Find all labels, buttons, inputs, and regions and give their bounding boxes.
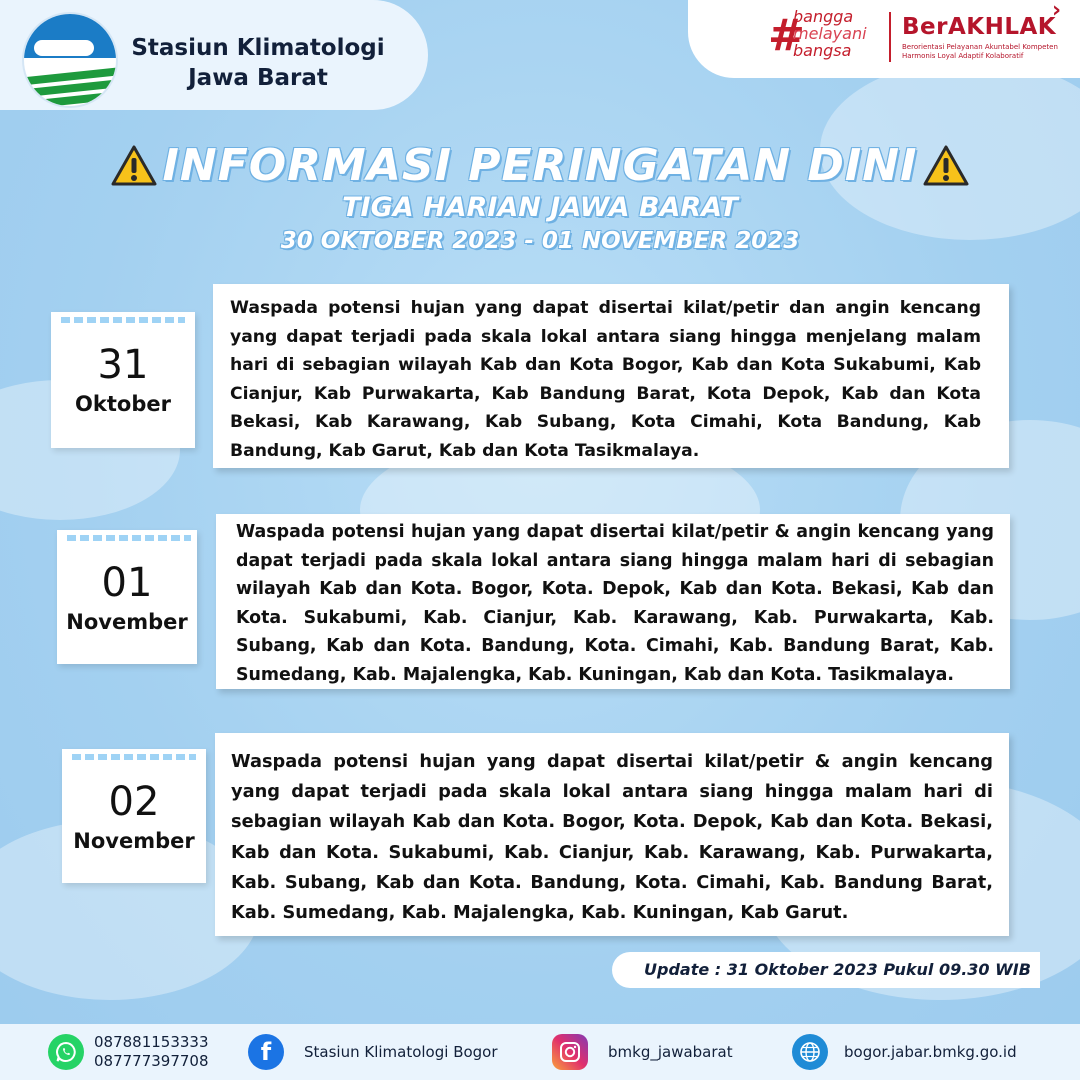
website-url: bogor.jabar.bmkg.go.id xyxy=(844,1042,1017,1061)
page-title: INFORMASI PERINGATAN DINI xyxy=(162,140,918,191)
station-name-line2: Jawa Barat xyxy=(188,65,328,91)
update-timestamp: Update : 31 Oktober 2023 Pukul 09.30 WIB xyxy=(612,952,1040,988)
instagram-icon xyxy=(552,1034,588,1070)
brand-divider xyxy=(889,12,891,62)
calendar-rings xyxy=(67,535,191,541)
warning-text-box xyxy=(215,733,1009,936)
warning-text: Waspada potensi hujan yang dapat disertai kilat/petir & angin kencang yang dapat terjadi pada skala lokal antara siang hingga malam hari di sebagian wilayah Kab dan Kota. Bogor, Kota. Depok, Kab dan Kota. Bekasi, Kab dan Kota. Sukabumi, Kab. Cianjur, Kab. Karawang, Kab. Purwakarta, Kab. Subang, Kab dan Kota. Bandung, Kota. Cimahi, Kab. Bandung Barat, Kab. Sumedang, Kab. Majalengka, Kab. Kuningan, Kab dan Kota. Tasikmalaya. xyxy=(236,522,994,685)
facebook-account: Stasiun Klimatologi Bogor xyxy=(304,1042,498,1061)
bangga-melayani-hash: # xyxy=(768,10,805,61)
calendar-rings xyxy=(72,754,196,760)
warning-text: Waspada potensi hujan yang dapat disertai kilat/petir & angin kencang yang dapat terjadi pada skala lokal antara siang hingga malam hari di sebagian wilayah Kab dan Kota. Bogor, Kota. Depok, Kab dan Kota. Bekasi, Kab dan Kota. Sukabumi, Kab. Cianjur, Kab. Karawang, Kab. Purwakarta, Kab. Subang, Kab dan Kota. Bandung, Kota. Cimahi, Kab. Bandung Barat, Kab. Sumedang, Kab. Majalengka, Kab. Kuningan, Kab Garut. xyxy=(231,751,993,924)
page-subtitle: TIGA HARIAN JAWA BARAT xyxy=(342,192,738,223)
chevron-right-icon: › xyxy=(1052,0,1062,23)
warning-text-box xyxy=(216,514,1010,689)
warning-text: Waspada potensi hujan yang dapat disertai kilat/petir dan angin kencang yang dapat terjadi pada skala lokal antara siang hingga menjelang malam hari di sebagian wilayah Kab dan Kota Bogor, Kab dan Kota Sukabumi, Kab Cianjur, Kab Purwakarta, Kab Bandung Barat, Kota Depok, Kab dan Kota Bekasi, Kab Karawang, Kab Subang, Kota Cimahi, Kota Bandung, Kab Bandung, Kab Garut, Kab dan Kota Tasikmalaya. xyxy=(230,298,981,461)
date-range: 30 OKTOBER 2023 - 01 NOVEMBER 2023 xyxy=(280,228,800,254)
whatsapp-icon xyxy=(48,1034,84,1070)
title-row xyxy=(0,140,1080,191)
warning-icon xyxy=(111,145,157,187)
brand-line3: bangsa xyxy=(793,41,852,60)
warning-text-box xyxy=(213,284,1009,468)
whatsapp-contact[interactable] xyxy=(48,1024,209,1080)
phone-number-1: 087881153333 xyxy=(94,1033,209,1051)
calendar-month: November xyxy=(66,610,188,634)
station-name-line1: Stasiun Klimatologi xyxy=(131,35,385,61)
brand-line1: bangga xyxy=(793,7,854,26)
calendar-card xyxy=(51,312,195,448)
website-contact[interactable] xyxy=(792,1024,1017,1080)
calendar-day: 02 xyxy=(108,779,160,825)
globe-icon xyxy=(792,1034,828,1070)
berakhlak-logo: BerAKHLAK xyxy=(902,14,1057,40)
contact-footer xyxy=(0,1024,1080,1080)
phone-number-2: 087777397708 xyxy=(94,1052,209,1070)
brand-logos xyxy=(688,0,1080,78)
calendar-day: 31 xyxy=(97,342,149,388)
instagram-contact[interactable] xyxy=(552,1024,733,1080)
bmkg-logo xyxy=(22,12,118,108)
station-name xyxy=(128,33,388,93)
calendar-month: Oktober xyxy=(75,392,171,416)
instagram-account: bmkg_jawabarat xyxy=(608,1042,733,1061)
calendar-month: November xyxy=(73,829,195,853)
calendar-rings xyxy=(61,317,185,323)
facebook-contact[interactable] xyxy=(248,1024,498,1080)
berakhlak-tagline: Berorientasi Pelayanan Akuntabel Kompeten Harmonis Loyal Adaptif Kolaboratif xyxy=(902,43,1058,60)
station-header xyxy=(0,0,428,110)
calendar-card xyxy=(62,749,206,883)
warning-icon xyxy=(923,145,969,187)
bangga-melayani-bangsa-logo xyxy=(793,8,867,59)
calendar-day: 01 xyxy=(101,560,153,606)
brand-line2: melayani xyxy=(793,24,867,43)
facebook-icon: f xyxy=(248,1034,284,1070)
calendar-card xyxy=(57,530,197,664)
